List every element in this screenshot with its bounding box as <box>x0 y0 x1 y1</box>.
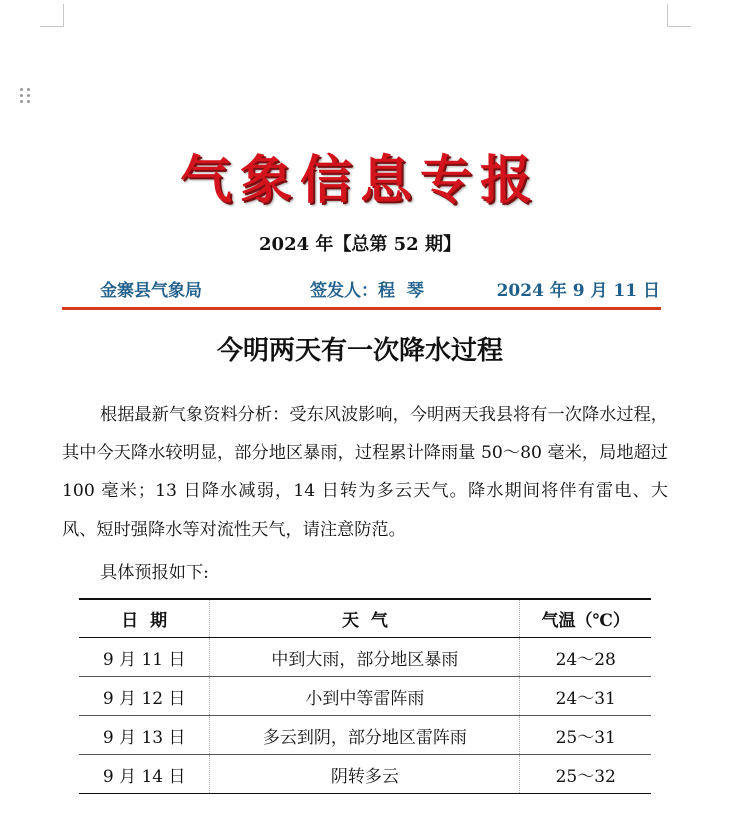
cell-date: 9 月 14 日 <box>79 755 210 794</box>
forecast-intro: 具体预报如下: <box>100 563 209 583</box>
cell-weather: 阴转多云 <box>210 755 520 794</box>
header-weather: 天 气 <box>210 599 520 638</box>
table-row <box>79 716 651 755</box>
page-corner-mark-top-right-vertical <box>667 4 668 26</box>
cell-temperature: 25～31 <box>520 716 651 755</box>
cell-temperature: 24～28 <box>520 638 651 677</box>
issuing-bureau: 金寨县气象局 <box>100 281 202 301</box>
signer: 签发人：程 琴 <box>310 281 424 301</box>
cell-temperature: 25～32 <box>520 755 651 794</box>
cell-weather: 小到中等雷阵雨 <box>210 677 520 716</box>
table-row <box>79 677 651 716</box>
drag-handle-icon[interactable] <box>20 88 32 104</box>
cell-date: 9 月 13 日 <box>79 716 210 755</box>
page-corner-mark-top-left-vertical <box>63 4 64 26</box>
page-corner-mark-top-right <box>667 26 691 27</box>
cell-weather: 中到大雨，部分地区暴雨 <box>210 638 520 677</box>
table-row <box>79 755 651 794</box>
info-line <box>64 276 660 300</box>
masthead-title: 气象信息专报 <box>179 150 540 211</box>
cell-weather: 多云到阴，部分地区雷阵雨 <box>210 716 520 755</box>
forecast-table <box>79 598 651 794</box>
issue-date: 2024 年 9 月 11 日 <box>496 281 660 301</box>
header-temperature: 气温（℃） <box>520 599 651 638</box>
header-date: 日 期 <box>79 599 210 638</box>
page-corner-mark-top-left <box>40 26 64 27</box>
body-paragraph: 根据最新气象资料分析：受东风波影响，今明两天我县将有一次降水过程，其中今天降水较明显，部分地区暴雨，过程累计降雨量 50～80 毫米，局地超过 100 毫米；13 日降水减弱，14 日转为多云天气。降水期间将伴有雷电、大风、短时强降水等对流性天气，请注意防范。 <box>62 405 668 540</box>
table-row <box>79 638 651 677</box>
header-divider <box>62 307 661 310</box>
table-header-row <box>79 599 651 638</box>
cell-temperature: 24～31 <box>520 677 651 716</box>
document-title: 今明两天有一次降水过程 <box>216 336 503 366</box>
issue-number: 2024 年【总第 52 期】 <box>259 234 461 255</box>
cell-date: 9 月 12 日 <box>79 677 210 716</box>
cell-date: 9 月 11 日 <box>79 638 210 677</box>
